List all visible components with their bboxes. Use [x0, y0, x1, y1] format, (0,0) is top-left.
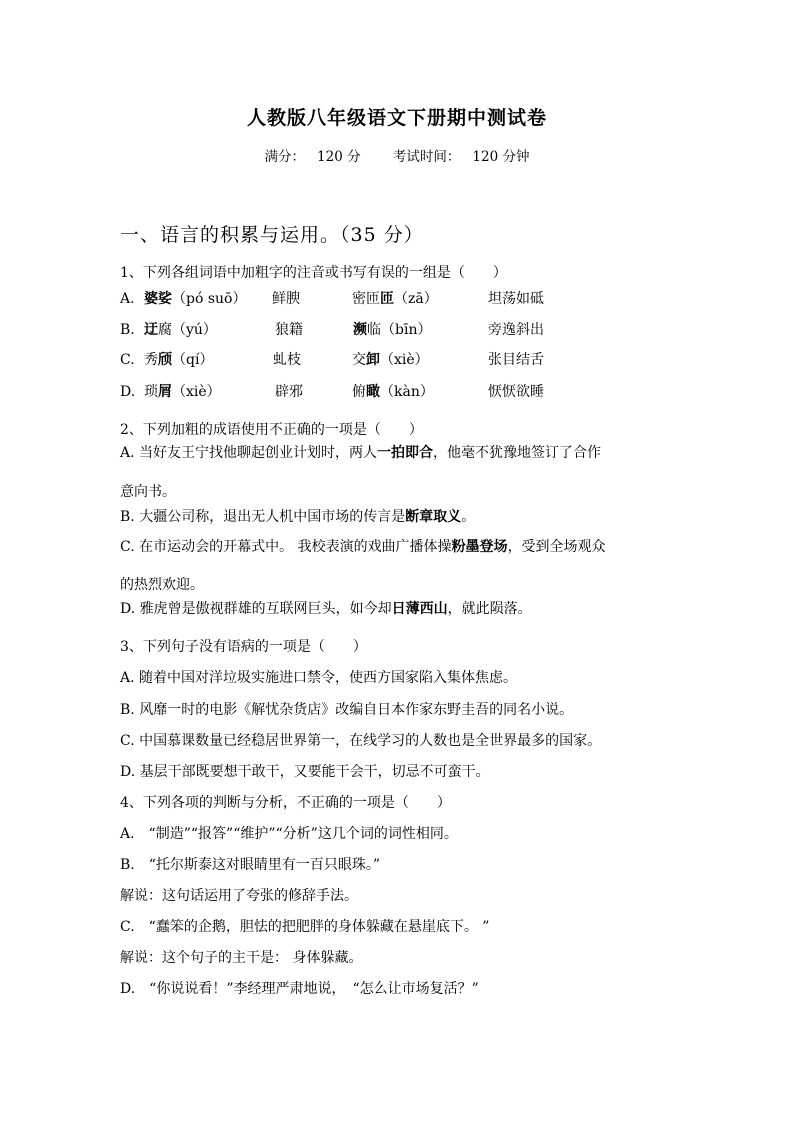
q2-option-d: D. 雅虎曾是傲视群雄的互联网巨头，如今却日薄西山，就此陨落。: [120, 601, 532, 617]
q2-option-c-cont: 的热烈欢迎。: [120, 577, 204, 593]
score-value: 120 分: [317, 149, 361, 165]
q3-option-d: D. 基层干部既要想干敢干，又要能干会干，切忌不可蛮干。: [120, 764, 490, 780]
q3-option-a: A. 随着中国对洋垃圾实施进口禁令，使西方国家陷入集体焦虑。: [120, 670, 518, 686]
q2-option-c: C. 在市运动会的开幕式中。 我校表演的戏曲广播体操粉墨登场，受到全场观众: [120, 539, 606, 555]
q4-option-b: B. “托尔斯泰这对眼睛里有一百只眼珠。”: [120, 857, 381, 873]
q2-option-a-cont: 意向书。: [120, 484, 176, 500]
q4-option-d: D. “你说说看！”李经理严肃地说， “怎么让市场复活？”: [120, 981, 479, 997]
section-heading: 一、语言的积累与运用。（35 分）: [120, 224, 424, 246]
time-label: 考试时间：: [392, 149, 461, 165]
q1-stem: 1、下列各组词语中加粗字的注音或书写有误的一组是（ ）: [120, 265, 507, 281]
q2-stem: 2、下列加粗的成语使用不正确的一项是（ ）: [120, 422, 423, 438]
q4-stem: 4、下列各项的判断与分析，不正确的一项是（ ）: [120, 795, 451, 811]
q4-option-c: C. “蠢笨的企鹅，胆怯的把肥胖的身体躲藏在悬崖底下。 ”: [120, 919, 490, 935]
exam-meta: [0, 145, 794, 165]
q4-option-a: A. “制造”“报答”“维护”“分析”这几个词的词性相同。: [120, 826, 458, 842]
exam-page: 人教版八年级语文下册期中测试卷 满分： 120 分 考试时间： 120 分钟 一、语言的积累与运用。（35 分） 1、下列各组词语中加粗字的注音或书写有误的一组是（ ） A. 婆娑（pó suō） 鲜腴 密匝匝（zā） 坦荡如砥 B. 迂腐（yú） 狼籍 濒临（bīn） 旁逸斜出 C. 秀颀（qí） 虬枝 交卸（xiè） 张目结舌 D. 琐屑（xiè） 辟邪 俯瞰（kàn） 恹恹欲睡 2、下列加粗的成语使用不正确的一项是（ ） A. 当好友王宁找他聊起创业计划时，两人一拍即合，他毫不犹豫地签订了合作 意向书。 B. 大疆公司称，退出无人机中国市场的传言是断章取义。 C. 在市运动会的开幕式中。 我校表演的戏曲广播体操粉墨登场，受到全场观众 的热烈欢迎。 D. 雅虎曾是傲视群雄的互联网巨头，如今却日薄西山，就此陨落。 3、下列句子没有语病的一项是（ ） A. 随着中国对洋垃圾实施进口禁令，使西方国家陷入集体焦虑。 B. 风靡一时的电影《解忧杂货店》改编自日本作家东野圭吾的同名小说。 C. 中国慕课数量已经稳居世界第一，在线学习的人数也是全世界最多的国家。 D. 基层干部既要想干敢干，又要能干会干，切忌不可蛮干。 4、下列各项的判断与分析，不正确的一项是（ ） A. “制造”“报答”“维护”“分析”这几个词的词性相同。 B. “托尔斯泰这对眼睛里有一百只眼珠。” 解说：这句话运用了夸张的修辞手法。 C. “蠢笨的企鹅，胆怯的把肥胖的身体躲藏在悬崖底下。 ” 解说：这个句子的主干是： 身体躲藏。 D. “你说说看！”李经理严肃地说， “怎么让市场复活？”: [0, 0, 794, 1123]
exam-title: 人教版八年级语文下册期中测试卷: [246, 107, 547, 129]
q3-stem: 3、下列句子没有语病的一项是（ ）: [120, 639, 367, 655]
q2-option-a: A. 当好友王宁找他聊起创业计划时，两人一拍即合，他毫不犹豫地签订了合作: [120, 445, 602, 461]
q2-option-b: B. 大疆公司称，退出无人机中国市场的传言是断章取义。: [120, 509, 476, 525]
score-label: 满分：: [264, 149, 306, 165]
q3-option-c: C. 中国慕课数量已经稳居世界第一，在线学习的人数也是全世界最多的国家。: [120, 733, 602, 749]
q3-option-b: B. 风靡一时的电影《解忧杂货店》改编自日本作家东野圭吾的同名小说。: [120, 702, 574, 718]
q4-option-b-note: 解说：这句话运用了夸张的修辞手法。: [120, 888, 358, 904]
time-value: 120 分钟: [472, 149, 530, 165]
q4-option-c-note: 解说：这个句子的主干是： 身体躲藏。: [120, 950, 363, 966]
